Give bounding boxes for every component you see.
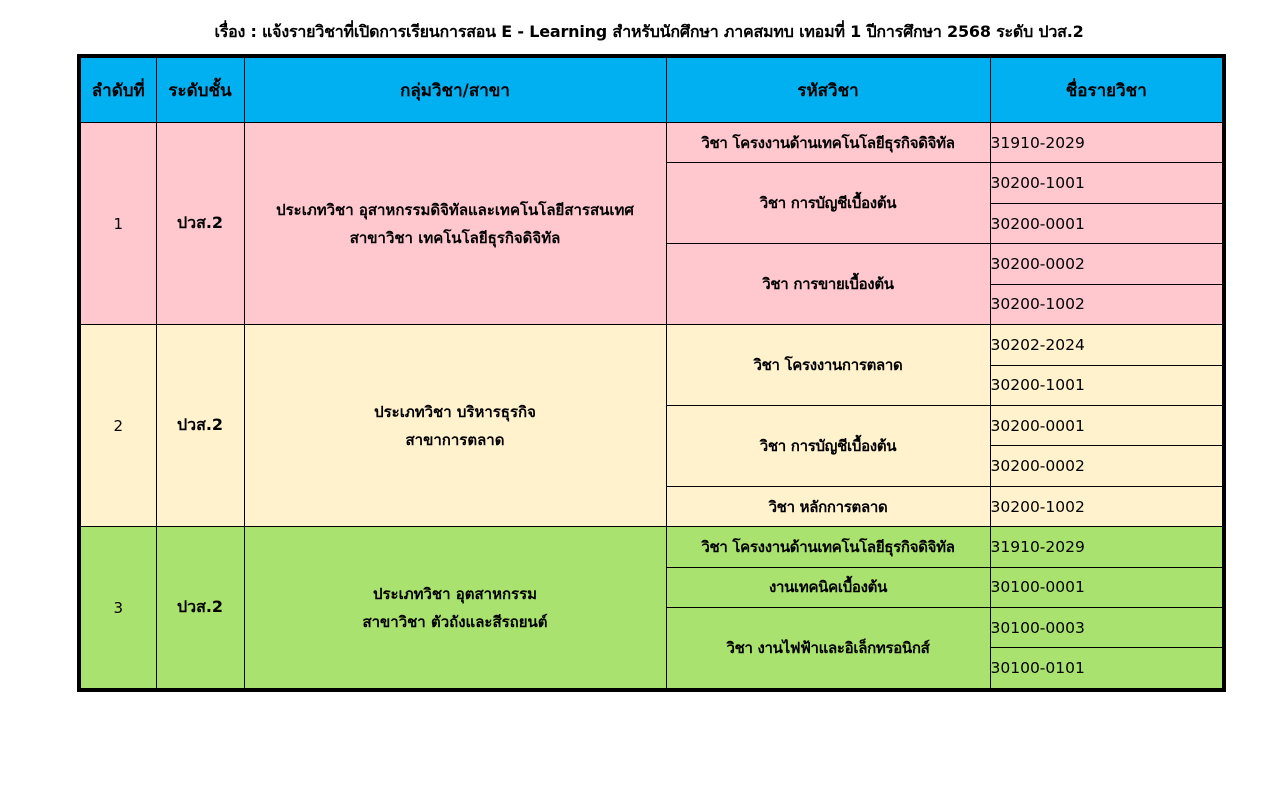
header-code: ชื่อรายวิชา — [990, 56, 1224, 123]
row-number: 1 — [79, 123, 156, 325]
row-level: ปวส.2 — [156, 123, 244, 325]
subject-code: 30200-0001 — [990, 405, 1224, 445]
header-group: กลุ่มวิชา/สาขา — [244, 56, 666, 123]
group-cell — [244, 325, 666, 527]
table-row — [79, 325, 1224, 365]
group-branch: สาขาวิชา ตัวถังและสีรถยนต์ — [362, 612, 548, 631]
subject-code: 30200-0001 — [990, 203, 1224, 243]
subject-code: 31910-2029 — [990, 527, 1224, 567]
row-level: ปวส.2 — [156, 527, 244, 690]
subject-code: 30100-0001 — [990, 567, 1224, 607]
group-cell — [244, 123, 666, 325]
row-level: ปวส.2 — [156, 325, 244, 527]
group-branch: สาขาวิชา เทคโนโลยีธุรกิจดิจิทัล — [349, 228, 561, 247]
document-title: เรื่อง : แจ้งรายวิชาที่เปิดการเรียนการสอน E - Learning สำหรับนักศึกษา ภาคสมทบ เทอมที่ 1 ปีการศึกษา 2568 ระดับ ปวส.2 — [214, 22, 1084, 41]
subject-name: วิชา การบัญชีเบื้องต้น — [666, 405, 990, 486]
subject-code: 30200-1001 — [990, 163, 1224, 203]
subject-name: วิชา หลักการตลาด — [666, 486, 990, 526]
course-table — [77, 54, 1226, 692]
subject-code: 30200-1001 — [990, 365, 1224, 405]
subject-code: 30100-0003 — [990, 608, 1224, 648]
subject-name: วิชา การบัญชีเบื้องต้น — [666, 163, 990, 244]
table-header-row — [79, 56, 1224, 123]
subject-code: 30202-2024 — [990, 325, 1224, 365]
group-type: ประเภทวิชา อุสาหกรรมดิจิทัลและเทคโนโลยีสารสนเทศ — [276, 200, 634, 219]
subject-code: 30100-0101 — [990, 648, 1224, 690]
group-type: ประเภทวิชา อุตสาหกรรม — [372, 584, 538, 603]
subject-name: วิชา โครงงานด้านเทคโนโลยีธุรกิจดิจิทัล — [666, 123, 990, 163]
subject-name: งานเทคนิคเบื้องต้น — [666, 567, 990, 607]
subject-code: 30200-1002 — [990, 486, 1224, 526]
row-number: 3 — [79, 527, 156, 690]
subject-name: วิชา โครงงานด้านเทคโนโลยีธุรกิจดิจิทัล — [666, 527, 990, 567]
subject-name: วิชา โครงงานการตลาด — [666, 325, 990, 406]
subject-code: 30200-1002 — [990, 284, 1224, 324]
subject-code: 30200-0002 — [990, 446, 1224, 486]
header-number: ลำดับที่ — [79, 56, 156, 123]
subject-code: 31910-2029 — [990, 123, 1224, 163]
subject-code: 30200-0002 — [990, 244, 1224, 284]
header-level: ระดับชั้น — [156, 56, 244, 123]
table-row — [79, 123, 1224, 163]
subject-name: วิชา งานไฟฟ้าและอิเล็กทรอนิกส์ — [666, 608, 990, 690]
row-number: 2 — [79, 325, 156, 527]
group-type: ประเภทวิชา บริหารธุรกิจ — [374, 402, 536, 421]
table-row — [79, 527, 1224, 567]
group-cell — [244, 527, 666, 690]
subject-name: วิชา การขายเบื้องต้น — [666, 244, 990, 325]
group-branch: สาขาการตลาด — [405, 430, 505, 449]
header-subject: รหัสวิชา — [666, 56, 990, 123]
